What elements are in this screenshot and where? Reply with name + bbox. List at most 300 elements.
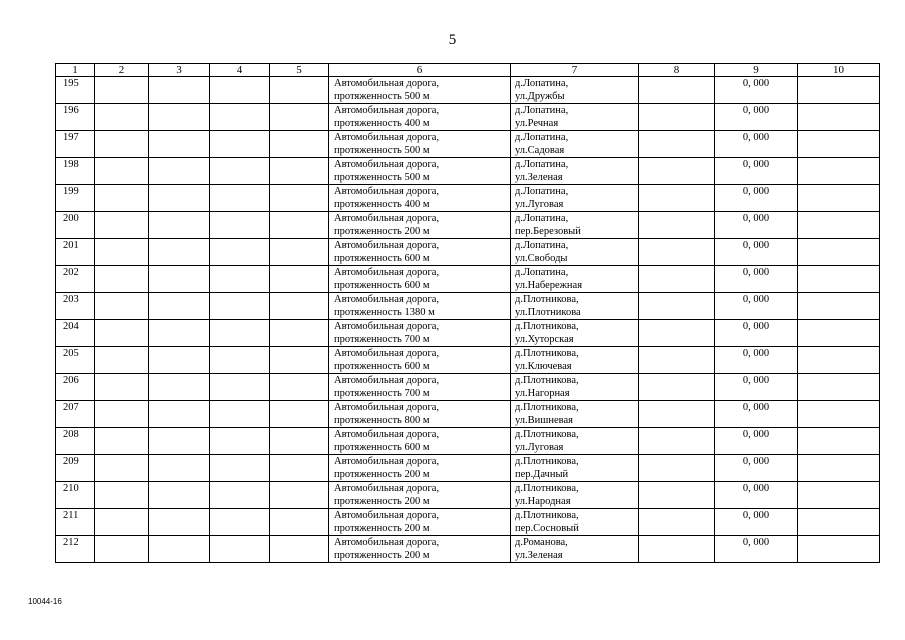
empty-cell-2: [95, 185, 149, 212]
location-cell: [511, 374, 639, 401]
table-row: [56, 212, 880, 239]
object-name-line1: Автомобильная дорога,: [334, 240, 440, 251]
empty-cell-10: [798, 482, 880, 509]
value-cell: [715, 374, 798, 401]
table-row: [56, 131, 880, 158]
value-cell: [715, 320, 798, 347]
location-line1: д.Лопатина,: [515, 213, 569, 224]
object-name-line2: протяженность 200 м: [334, 550, 430, 561]
value-text: 0, 000: [742, 321, 770, 332]
table-row: [56, 185, 880, 212]
location-line2: пер.Сосновый: [515, 523, 579, 534]
row-number: 205: [63, 348, 79, 359]
location-line2: ул.Свободы: [515, 253, 568, 264]
row-number: 201: [63, 240, 79, 251]
col-header-7: 7: [511, 64, 639, 77]
table-row: [56, 509, 880, 536]
object-name-line1: Автомобильная дорога,: [334, 375, 440, 386]
location-line1: д.Лопатина,: [515, 105, 569, 116]
value-cell: [715, 212, 798, 239]
empty-cell-5: [270, 212, 329, 239]
empty-cell-8: [639, 536, 715, 563]
empty-cell-5: [270, 509, 329, 536]
empty-cell-8: [639, 185, 715, 212]
location-cell: [511, 185, 639, 212]
object-name-line1: Автомобильная дорога,: [334, 321, 440, 332]
value-text: 0, 000: [742, 267, 770, 278]
empty-cell-5: [270, 158, 329, 185]
empty-cell-5: [270, 536, 329, 563]
row-number: 203: [63, 294, 79, 305]
empty-cell-3: [149, 455, 210, 482]
empty-cell-2: [95, 455, 149, 482]
empty-cell-10: [798, 320, 880, 347]
object-name-cell: [329, 212, 511, 239]
empty-cell-2: [95, 347, 149, 374]
object-name-line1: Автомобильная дорога,: [334, 429, 440, 440]
empty-cell-10: [798, 77, 880, 104]
value-text: 0, 000: [742, 159, 770, 170]
empty-cell-10: [798, 455, 880, 482]
row-number: 211: [63, 510, 79, 521]
empty-cell-2: [95, 482, 149, 509]
row-number: 195: [63, 78, 79, 89]
empty-cell-3: [149, 185, 210, 212]
empty-cell-5: [270, 239, 329, 266]
empty-cell-2: [95, 266, 149, 293]
row-number-cell: [56, 212, 95, 239]
empty-cell-8: [639, 455, 715, 482]
location-line2: ул.Зеленая: [515, 172, 563, 183]
object-name-cell: [329, 401, 511, 428]
value-cell: [715, 239, 798, 266]
empty-cell-2: [95, 77, 149, 104]
object-name-line2: протяженность 600 м: [334, 361, 430, 372]
empty-cell-10: [798, 131, 880, 158]
object-name-cell: [329, 293, 511, 320]
empty-cell-4: [210, 158, 270, 185]
row-number-cell: [56, 401, 95, 428]
location-line1: д.Лопатина,: [515, 186, 569, 197]
location-line1: д.Плотникова,: [515, 510, 579, 521]
value-text: 0, 000: [742, 132, 770, 143]
document-code: 10044-16: [28, 597, 62, 606]
location-cell: [511, 536, 639, 563]
empty-cell-2: [95, 131, 149, 158]
value-text: 0, 000: [742, 348, 770, 359]
col-header-1: 1: [56, 64, 95, 77]
empty-cell-3: [149, 374, 210, 401]
location-line1: д.Плотникова,: [515, 375, 579, 386]
empty-cell-8: [639, 77, 715, 104]
empty-cell-10: [798, 239, 880, 266]
empty-cell-2: [95, 293, 149, 320]
row-number-cell: [56, 293, 95, 320]
empty-cell-5: [270, 131, 329, 158]
empty-cell-3: [149, 212, 210, 239]
empty-cell-8: [639, 239, 715, 266]
empty-cell-5: [270, 455, 329, 482]
value-text: 0, 000: [742, 105, 770, 116]
empty-cell-2: [95, 536, 149, 563]
empty-cell-10: [798, 374, 880, 401]
value-text: 0, 000: [742, 78, 770, 89]
location-cell: [511, 131, 639, 158]
object-name-cell: [329, 536, 511, 563]
table-row: [56, 320, 880, 347]
location-line2: ул.Ключевая: [515, 361, 572, 372]
location-cell: [511, 347, 639, 374]
location-cell: [511, 320, 639, 347]
row-number-cell: [56, 131, 95, 158]
value-text: 0, 000: [742, 186, 770, 197]
location-line1: д.Лопатина,: [515, 78, 569, 89]
empty-cell-10: [798, 428, 880, 455]
object-name-line2: протяженность 200 м: [334, 523, 430, 534]
empty-cell-4: [210, 509, 270, 536]
value-text: 0, 000: [742, 240, 770, 251]
value-cell: [715, 158, 798, 185]
object-name-line1: Автомобильная дорога,: [334, 105, 440, 116]
row-number-cell: [56, 455, 95, 482]
row-number: 210: [63, 483, 79, 494]
value-cell: [715, 293, 798, 320]
empty-cell-2: [95, 401, 149, 428]
empty-cell-4: [210, 401, 270, 428]
empty-cell-3: [149, 77, 210, 104]
location-cell: [511, 428, 639, 455]
value-cell: [715, 185, 798, 212]
location-line2: ул.Садовая: [515, 145, 565, 156]
col-header-9: 9: [715, 64, 798, 77]
table-row: [56, 482, 880, 509]
empty-cell-4: [210, 482, 270, 509]
location-line2: ул.Луговая: [515, 199, 564, 210]
location-line1: д.Лопатина,: [515, 132, 569, 143]
row-number: 196: [63, 105, 79, 116]
location-line2: ул.Плотникова: [515, 307, 581, 318]
location-line2: пер.Дачный: [515, 469, 569, 480]
object-name-cell: [329, 455, 511, 482]
table-row: [56, 266, 880, 293]
location-line1: д.Лопатина,: [515, 240, 569, 251]
empty-cell-8: [639, 482, 715, 509]
location-line2: ул.Хуторская: [515, 334, 574, 345]
location-line2: ул.Дружбы: [515, 91, 565, 102]
col-header-2: 2: [95, 64, 149, 77]
object-name-line2: протяженность 500 м: [334, 172, 430, 183]
object-name-line2: протяженность 600 м: [334, 280, 430, 291]
location-line1: д.Плотникова,: [515, 429, 579, 440]
empty-cell-5: [270, 320, 329, 347]
col-header-8: 8: [639, 64, 715, 77]
object-name-line2: протяженность 200 м: [334, 469, 430, 480]
row-number: 198: [63, 159, 79, 170]
object-name-line2: протяженность 600 м: [334, 253, 430, 264]
value-text: 0, 000: [742, 510, 770, 521]
object-name-cell: [329, 131, 511, 158]
empty-cell-4: [210, 185, 270, 212]
row-number: 212: [63, 537, 79, 548]
row-number-cell: [56, 266, 95, 293]
empty-cell-4: [210, 266, 270, 293]
page-number: 5: [448, 32, 457, 48]
row-number-cell: [56, 347, 95, 374]
location-line1: д.Романова,: [515, 537, 568, 548]
location-cell: [511, 77, 639, 104]
empty-cell-4: [210, 455, 270, 482]
empty-cell-4: [210, 293, 270, 320]
empty-cell-8: [639, 104, 715, 131]
empty-cell-4: [210, 320, 270, 347]
object-name-cell: [329, 158, 511, 185]
value-text: 0, 000: [742, 375, 770, 386]
col-header-4: 4: [210, 64, 270, 77]
value-text: 0, 000: [742, 483, 770, 494]
value-cell: [715, 401, 798, 428]
object-name-cell: [329, 482, 511, 509]
empty-cell-4: [210, 536, 270, 563]
location-cell: [511, 509, 639, 536]
location-cell: [511, 293, 639, 320]
location-line1: д.Плотникова,: [515, 321, 579, 332]
empty-cell-2: [95, 320, 149, 347]
location-line2: ул.Луговая: [515, 442, 564, 453]
object-name-line2: протяженность 700 м: [334, 334, 430, 345]
location-cell: [511, 212, 639, 239]
object-name-line2: протяженность 400 м: [334, 199, 430, 210]
empty-cell-8: [639, 158, 715, 185]
location-line1: д.Плотникова,: [515, 402, 579, 413]
row-number: 199: [63, 186, 79, 197]
table-row: [56, 374, 880, 401]
empty-cell-4: [210, 239, 270, 266]
empty-cell-3: [149, 158, 210, 185]
object-name-cell: [329, 266, 511, 293]
row-number: 204: [63, 321, 79, 332]
empty-cell-5: [270, 347, 329, 374]
object-name-line2: протяженность 200 м: [334, 226, 430, 237]
object-name-line1: Автомобильная дорога,: [334, 159, 440, 170]
object-name-line1: Автомобильная дорога,: [334, 78, 440, 89]
object-name-cell: [329, 428, 511, 455]
value-cell: [715, 347, 798, 374]
table-row: [56, 455, 880, 482]
empty-cell-3: [149, 482, 210, 509]
empty-cell-2: [95, 239, 149, 266]
empty-cell-5: [270, 293, 329, 320]
location-line1: д.Плотникова,: [515, 294, 579, 305]
object-name-line2: протяженность 700 м: [334, 388, 430, 399]
empty-cell-3: [149, 104, 210, 131]
value-cell: [715, 536, 798, 563]
location-line2: ул.Нагорная: [515, 388, 570, 399]
object-name-cell: [329, 77, 511, 104]
object-name-cell: [329, 509, 511, 536]
empty-cell-8: [639, 401, 715, 428]
table-row: [56, 77, 880, 104]
row-number-cell: [56, 509, 95, 536]
object-name-cell: [329, 104, 511, 131]
row-number: 208: [63, 429, 79, 440]
empty-cell-3: [149, 131, 210, 158]
empty-cell-4: [210, 347, 270, 374]
object-name-line1: Автомобильная дорога,: [334, 132, 440, 143]
value-text: 0, 000: [742, 402, 770, 413]
value-cell: [715, 509, 798, 536]
object-name-cell: [329, 239, 511, 266]
object-name-line1: Автомобильная дорога,: [334, 294, 440, 305]
empty-cell-5: [270, 482, 329, 509]
empty-cell-8: [639, 428, 715, 455]
empty-cell-3: [149, 428, 210, 455]
empty-cell-10: [798, 347, 880, 374]
object-name-line1: Автомобильная дорога,: [334, 537, 440, 548]
empty-cell-3: [149, 536, 210, 563]
object-name-line2: протяженность 500 м: [334, 91, 430, 102]
empty-cell-5: [270, 266, 329, 293]
table-row: [56, 428, 880, 455]
empty-cell-4: [210, 428, 270, 455]
value-text: 0, 000: [742, 213, 770, 224]
empty-cell-3: [149, 347, 210, 374]
empty-cell-2: [95, 428, 149, 455]
location-cell: [511, 266, 639, 293]
empty-cell-5: [270, 401, 329, 428]
location-line1: д.Лопатина,: [515, 267, 569, 278]
empty-cell-8: [639, 212, 715, 239]
empty-cell-4: [210, 104, 270, 131]
empty-cell-10: [798, 536, 880, 563]
empty-cell-10: [798, 401, 880, 428]
empty-cell-2: [95, 212, 149, 239]
value-cell: [715, 104, 798, 131]
table-row: [56, 536, 880, 563]
empty-cell-4: [210, 77, 270, 104]
empty-cell-10: [798, 212, 880, 239]
table-row: [56, 239, 880, 266]
col-header-6: 6: [329, 64, 511, 77]
object-name-line1: Автомобильная дорога,: [334, 402, 440, 413]
location-cell: [511, 455, 639, 482]
object-name-line2: протяженность 500 м: [334, 145, 430, 156]
empty-cell-8: [639, 347, 715, 374]
empty-cell-3: [149, 509, 210, 536]
empty-cell-8: [639, 293, 715, 320]
registry-table: [55, 63, 880, 563]
empty-cell-10: [798, 266, 880, 293]
value-text: 0, 000: [742, 429, 770, 440]
col-header-10: 10: [798, 64, 880, 77]
empty-cell-5: [270, 428, 329, 455]
empty-cell-2: [95, 509, 149, 536]
empty-cell-2: [95, 158, 149, 185]
table-row: [56, 401, 880, 428]
location-line1: д.Лопатина,: [515, 159, 569, 170]
location-cell: [511, 401, 639, 428]
row-number: 197: [63, 132, 79, 143]
value-text: 0, 000: [742, 294, 770, 305]
value-cell: [715, 455, 798, 482]
location-line1: д.Плотникова,: [515, 456, 579, 467]
row-number-cell: [56, 185, 95, 212]
location-cell: [511, 104, 639, 131]
empty-cell-10: [798, 509, 880, 536]
row-number-cell: [56, 239, 95, 266]
row-number-cell: [56, 428, 95, 455]
location-line2: пер.Березовый: [515, 226, 581, 237]
value-cell: [715, 266, 798, 293]
row-number-cell: [56, 77, 95, 104]
value-cell: [715, 131, 798, 158]
location-line2: ул.Речная: [515, 118, 559, 129]
value-text: 0, 000: [742, 456, 770, 467]
empty-cell-5: [270, 185, 329, 212]
value-text: 0, 000: [742, 537, 770, 548]
empty-cell-8: [639, 131, 715, 158]
object-name-line2: протяженность 800 м: [334, 415, 430, 426]
row-number: 209: [63, 456, 79, 467]
empty-cell-8: [639, 374, 715, 401]
object-name-cell: [329, 347, 511, 374]
empty-cell-4: [210, 212, 270, 239]
object-name-line2: протяженность 600 м: [334, 442, 430, 453]
table-row: [56, 158, 880, 185]
row-number: 207: [63, 402, 79, 413]
empty-cell-8: [639, 509, 715, 536]
location-line1: д.Плотникова,: [515, 348, 579, 359]
row-number-cell: [56, 158, 95, 185]
location-line1: д.Плотникова,: [515, 483, 579, 494]
row-number-cell: [56, 482, 95, 509]
row-number: 206: [63, 375, 79, 386]
table-row: [56, 293, 880, 320]
location-line2: ул.Вишневая: [515, 415, 573, 426]
value-cell: [715, 77, 798, 104]
empty-cell-2: [95, 104, 149, 131]
table-row: [56, 347, 880, 374]
location-cell: [511, 482, 639, 509]
location-line2: ул.Набережная: [515, 280, 583, 291]
location-line2: ул.Народная: [515, 496, 571, 507]
object-name-line1: Автомобильная дорога,: [334, 510, 440, 521]
object-name-line1: Автомобильная дорога,: [334, 456, 440, 467]
empty-cell-5: [270, 77, 329, 104]
empty-cell-4: [210, 131, 270, 158]
object-name-line1: Автомобильная дорога,: [334, 267, 440, 278]
empty-cell-10: [798, 293, 880, 320]
table-body: [56, 77, 880, 563]
row-number: 202: [63, 267, 79, 278]
col-header-3: 3: [149, 64, 210, 77]
object-name-line2: протяженность 200 м: [334, 496, 430, 507]
header-row: [56, 64, 880, 77]
location-line2: ул.Зеленая: [515, 550, 563, 561]
col-header-5: 5: [270, 64, 329, 77]
row-number-cell: [56, 320, 95, 347]
empty-cell-3: [149, 320, 210, 347]
empty-cell-3: [149, 239, 210, 266]
object-name-line1: Автомобильная дорога,: [334, 483, 440, 494]
empty-cell-2: [95, 374, 149, 401]
object-name-cell: [329, 320, 511, 347]
empty-cell-3: [149, 293, 210, 320]
object-name-line1: Автомобильная дорога,: [334, 348, 440, 359]
empty-cell-5: [270, 374, 329, 401]
empty-cell-3: [149, 401, 210, 428]
row-number-cell: [56, 374, 95, 401]
row-number: 200: [63, 213, 79, 224]
